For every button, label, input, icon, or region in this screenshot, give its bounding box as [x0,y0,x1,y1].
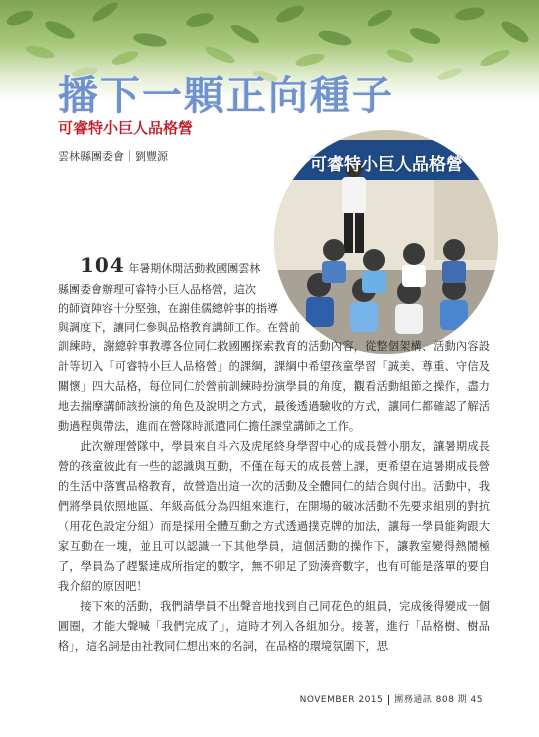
lead-line-2: 縣團委會辦理可睿特小巨人品格營，這次 [58,283,256,296]
page-footer [300,692,483,705]
photo-banner-text: 可睿特小巨人品格營 [310,155,463,175]
lead-line-1 [80,253,261,278]
publication-name: 團務通訊 808 期 [394,695,468,705]
paragraph-1: 訓練時，謝總幹事教導各位同仁救國團探索教育的活動內容，從整個架構、活動內容設計等切入「可睿特小巨人品格營」的課綱，課綱中希望孩童學習「誠美、尊重、守信及關懷」四大品格，每位同仁於營前訓練時扮演學員的角度，觀看活動組節之操作，盡力地去揣摩講師該扮演的角色及說明之方式，最後透過驗收的方式，讓同仁都確認了解活動過程與帶法，進而在營隊時派遣同仁擔任課堂講師之工作。 [58,340,490,433]
paragraph-2: 此次辦理營隊中，學員來自斗六及虎尾終身學習中心的成長營小朋友，讓暑期成長營的孩童彼此有一些的認識與互動，不僅在每天的成長營上課，更希望在這暑期成長營的生活中落實品格教育，故營造出這一次的活動及全體同仁的結合與付出。活動中，我們將學員依照地區、年級高低分為四組來進行，在開場的破冰活動不先要求組別的對抗（用花色設定分組）而是採用全體互動之方式透過撲克牌的加法，讓每一學員能夠跟大家互動在一塊，並且可以認識一下其他學員，這個活動的操作下，讓教室變得熱鬧極了，學員為了趕緊達成所指定的數字，無不卯足了勁湊齊數字，也有可能是落單的要自我介紹的原因吧！ [58,440,490,593]
article-subtitle: 可睿特小巨人品格營 [58,119,194,137]
lead-line-1-text: 年暑期休閒活動救國團雲林 [128,262,261,275]
article-title: 播下一顆正向種子 [58,72,394,119]
article-body [58,337,490,657]
lead-line-3: 的師資陣容十分堅強，在謝佳儒總幹事的指導 [58,302,278,315]
issue-date: NOVEMBER 2015 [299,695,384,705]
footer-separator [388,695,389,705]
paragraph-3: 接下來的活動，我們請學員不出聲音地找到自己同花色的組員，完成後得變成一個圓圈，才能大聲喊「我們完成了」，這時才列入各組加分。接著，進行「品格樹、樹品格」，這名詞是由社教同仁想出來的名詞，在品格的環境氛圍下，思 [58,600,490,653]
page-number: 45 [470,695,483,705]
lead-number: 104 [80,253,125,277]
article-author: 雲林縣團委會｜劉豐源 [58,150,168,163]
lead-line-4: 與調度下，讓同仁參與品格教育講師工作。在營前 [58,321,300,334]
